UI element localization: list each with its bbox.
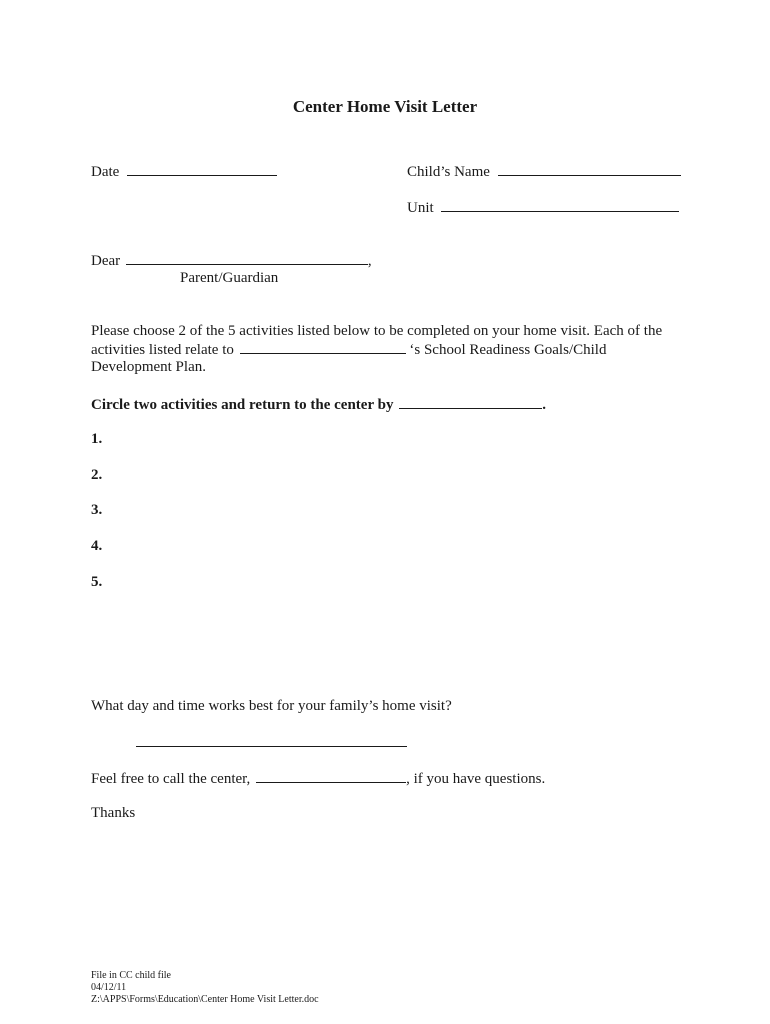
- unit-blank[interactable]: [441, 198, 679, 212]
- unit-label: Unit: [407, 200, 434, 216]
- closing: Thanks: [91, 805, 136, 821]
- intro-line-2-start: activities listed relate to: [91, 342, 234, 358]
- activity-item[interactable]: 3.: [91, 502, 103, 518]
- footer-line-2: 04/12/11: [91, 982, 127, 993]
- footer-line-1: File in CC child file: [91, 970, 171, 981]
- greeting-comma: ,: [367, 253, 372, 269]
- return-date-blank[interactable]: [399, 395, 542, 409]
- date-blank[interactable]: [127, 162, 277, 176]
- call-center-text: Feel free to call the center,: [91, 771, 251, 787]
- childs-name-label: Child’s Name: [407, 164, 490, 180]
- instruction-line: [91, 395, 546, 414]
- center-phone-blank[interactable]: [256, 769, 406, 783]
- instruction-period: .: [542, 397, 546, 413]
- greeting-line: [91, 251, 372, 270]
- call-center-text-end: , if you have questions.: [406, 771, 546, 787]
- visit-time-blank[interactable]: [136, 746, 407, 747]
- parent-name-blank[interactable]: [126, 251, 368, 265]
- document-title: Center Home Visit Letter: [292, 97, 478, 116]
- intro-line-2-end: ‘s School Readiness Goals/Child: [409, 342, 607, 358]
- visit-time-question: What day and time works best for your family’s home visit?: [91, 698, 452, 714]
- date-label: Date: [91, 164, 120, 180]
- activity-item[interactable]: 5.: [91, 574, 103, 590]
- footer-file-path: Z:\APPS\Forms\Education\Center Home Visit Letter.doc: [91, 994, 319, 1005]
- dear-label: Dear: [91, 253, 121, 269]
- instruction-text: Circle two activities and return to the center by: [91, 397, 394, 413]
- call-center-line: [91, 769, 545, 788]
- activity-item[interactable]: 2.: [91, 467, 103, 483]
- parent-guardian-caption: Parent/Guardian: [180, 270, 279, 286]
- childs-name-blank[interactable]: [498, 162, 681, 176]
- intro-line-1: Please choose 2 of the 5 activities listed below to be completed on your home visit. Each of the: [91, 323, 663, 339]
- childs-name-field: [407, 162, 681, 181]
- unit-field: [407, 198, 679, 217]
- child-name-blank-inline[interactable]: [240, 340, 406, 354]
- activity-item[interactable]: 1.: [91, 431, 103, 447]
- date-field: [91, 162, 277, 181]
- intro-line-2: [91, 340, 606, 359]
- intro-line-3: Development Plan.: [91, 359, 206, 375]
- activity-item[interactable]: 4.: [91, 538, 103, 554]
